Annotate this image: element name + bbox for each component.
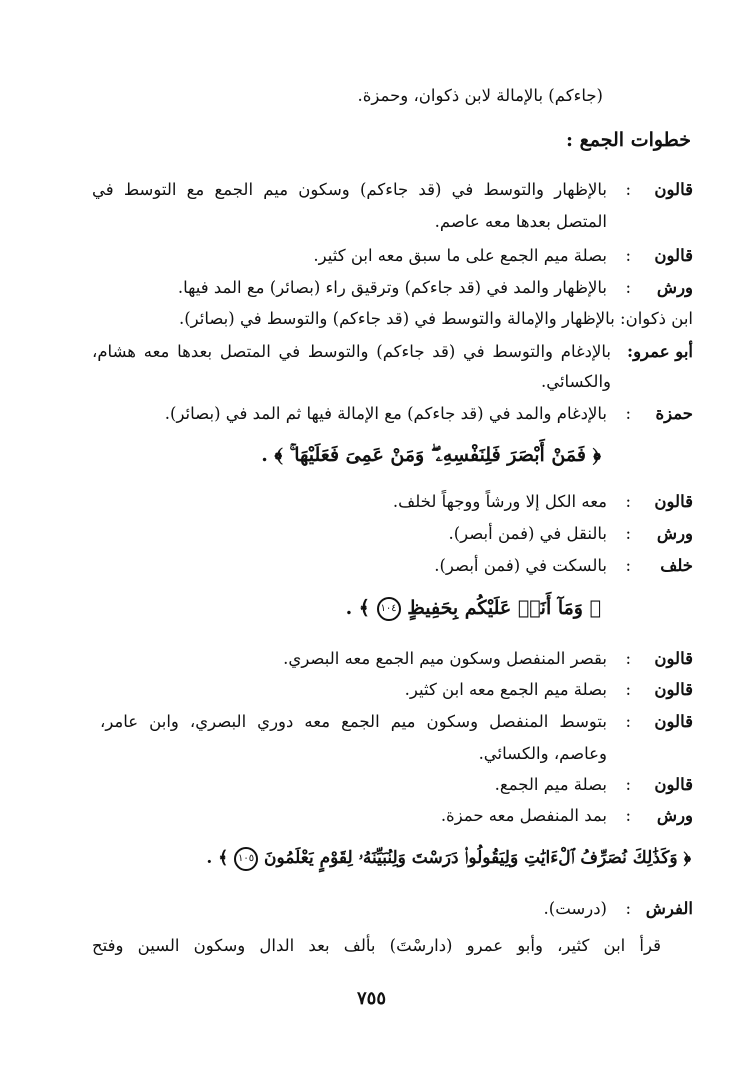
step-text: بالسكت في (فمن أبصر). [434,556,607,575]
reader-label: خلف [660,556,693,575]
colon: : [625,775,631,794]
reader-label: قالون [654,246,693,265]
step-text: معه الكل إلا ورشاً ووجهاً لخلف. [392,492,607,511]
colon: : [625,246,631,265]
colon: : [625,649,631,668]
colon: : [625,180,631,199]
colon: : [625,712,631,731]
step-text: بصلة ميم الجمع على ما سبق معه ابن كثير. [313,246,607,265]
colon: : [625,404,631,423]
farsh-text: (درست). [543,899,607,918]
colon: : [625,524,631,543]
quran-verse-1: ﴿ فَمَنْ أَبْصَرَ فَلِنَفْسِهِۦ ۖ وَمَنْ عَمِىَ فَعَلَيْهَا ۚ ﴾ . [261,444,601,466]
reader-label: ورش [656,524,693,543]
step-text: بالإظهار والمد في (قد جاءكم) وترقيق راء (بصائر) مع المد فيها. [177,278,607,297]
step-text: بالإدغام والتوسط في (قد جاءكم) والتوسط في المتصل بعدها معه هشام، [92,342,611,361]
colon: : [625,492,631,511]
farsh-label: الفرش [645,899,693,918]
quran-verse-3 [206,844,691,872]
reader-label: قالون [654,712,693,731]
ibn-dhakwan-text: ابن ذكوان: بالإظهار والإمالة والتوسط في (قد جاءكم) والتوسط في (بصائر). [178,309,693,328]
step-text: بتوسط المنفصل وسكون ميم الجمع معه دوري البصري، وابن عامر، [100,712,607,731]
reader-label: أبو عمرو: [627,342,693,361]
colon: : [625,680,631,699]
verse-text: ﴿ وَمَآ أَنَا۠ عَلَيْكُم بِحَفِيظٍ [407,597,601,619]
step-text: بصلة ميم الجمع معه ابن كثير. [404,680,607,699]
step-text: بالنقل في (فمن أبصر). [448,524,607,543]
reader-label: ورش [656,278,693,297]
verse-end: ﴾ . [345,597,370,619]
colon: : [625,806,631,825]
reader-label: قالون [654,680,693,699]
colon: : [625,556,631,575]
step-text: المتصل بعدها معه عاصم. [434,212,607,231]
reader-label: حمزة [655,404,693,423]
page-number: ٧٥٥ [356,988,386,1009]
reader-label: قالون [654,180,693,199]
reader-label: قالون [654,492,693,511]
reader-label: قالون [654,775,693,794]
verse-number-ornament-icon: ١٠٤ [377,597,401,621]
verse-text: ﴿ وَكَذَٰلِكَ نُصَرِّفُ ٱلْءَايَٰتِ وَلِيَقُولُوا۟ دَرَسْتَ وَلِنُبَيِّنَهُۥ لِقَوْمٍ يَعْلَمُونَ [264,848,691,868]
reader-label: قالون [654,649,693,668]
quran-verse-2 [346,594,601,622]
verse-end: ﴾ . [206,848,229,868]
verse-number-ornament-icon: ١٠٥ [234,847,258,871]
final-line: قرأ ابن كثير، وأبو عمرو (دارسْتَ) بألف بعد الدال وسكون السين وفتح [92,936,661,955]
ibn-dhakwan-line [179,307,693,331]
step-text: بصلة ميم الجمع. [494,775,607,794]
step-text: والكسائي. [540,372,611,391]
intro-line: (جاءكم) بالإمالة لابن ذكوان، وحمزة. [357,86,603,105]
section-heading: خطوات الجمع : [566,129,691,151]
step-text: بالإدغام والمد في (قد جاءكم) مع الإمالة فيها ثم المد في (بصائر). [164,404,607,423]
step-text: بقصر المنفصل وسكون ميم الجمع معه البصري. [283,649,607,668]
step-text: بمد المنفصل معه حمزة. [440,806,607,825]
reader-label: ورش [656,806,693,825]
colon: : [625,899,631,918]
step-text: وعاصم، والكسائي. [478,744,607,763]
step-text: بالإظهار والتوسط في (قد جاءكم) وسكون ميم الجمع مع التوسط في [92,180,607,199]
colon: : [625,278,631,297]
